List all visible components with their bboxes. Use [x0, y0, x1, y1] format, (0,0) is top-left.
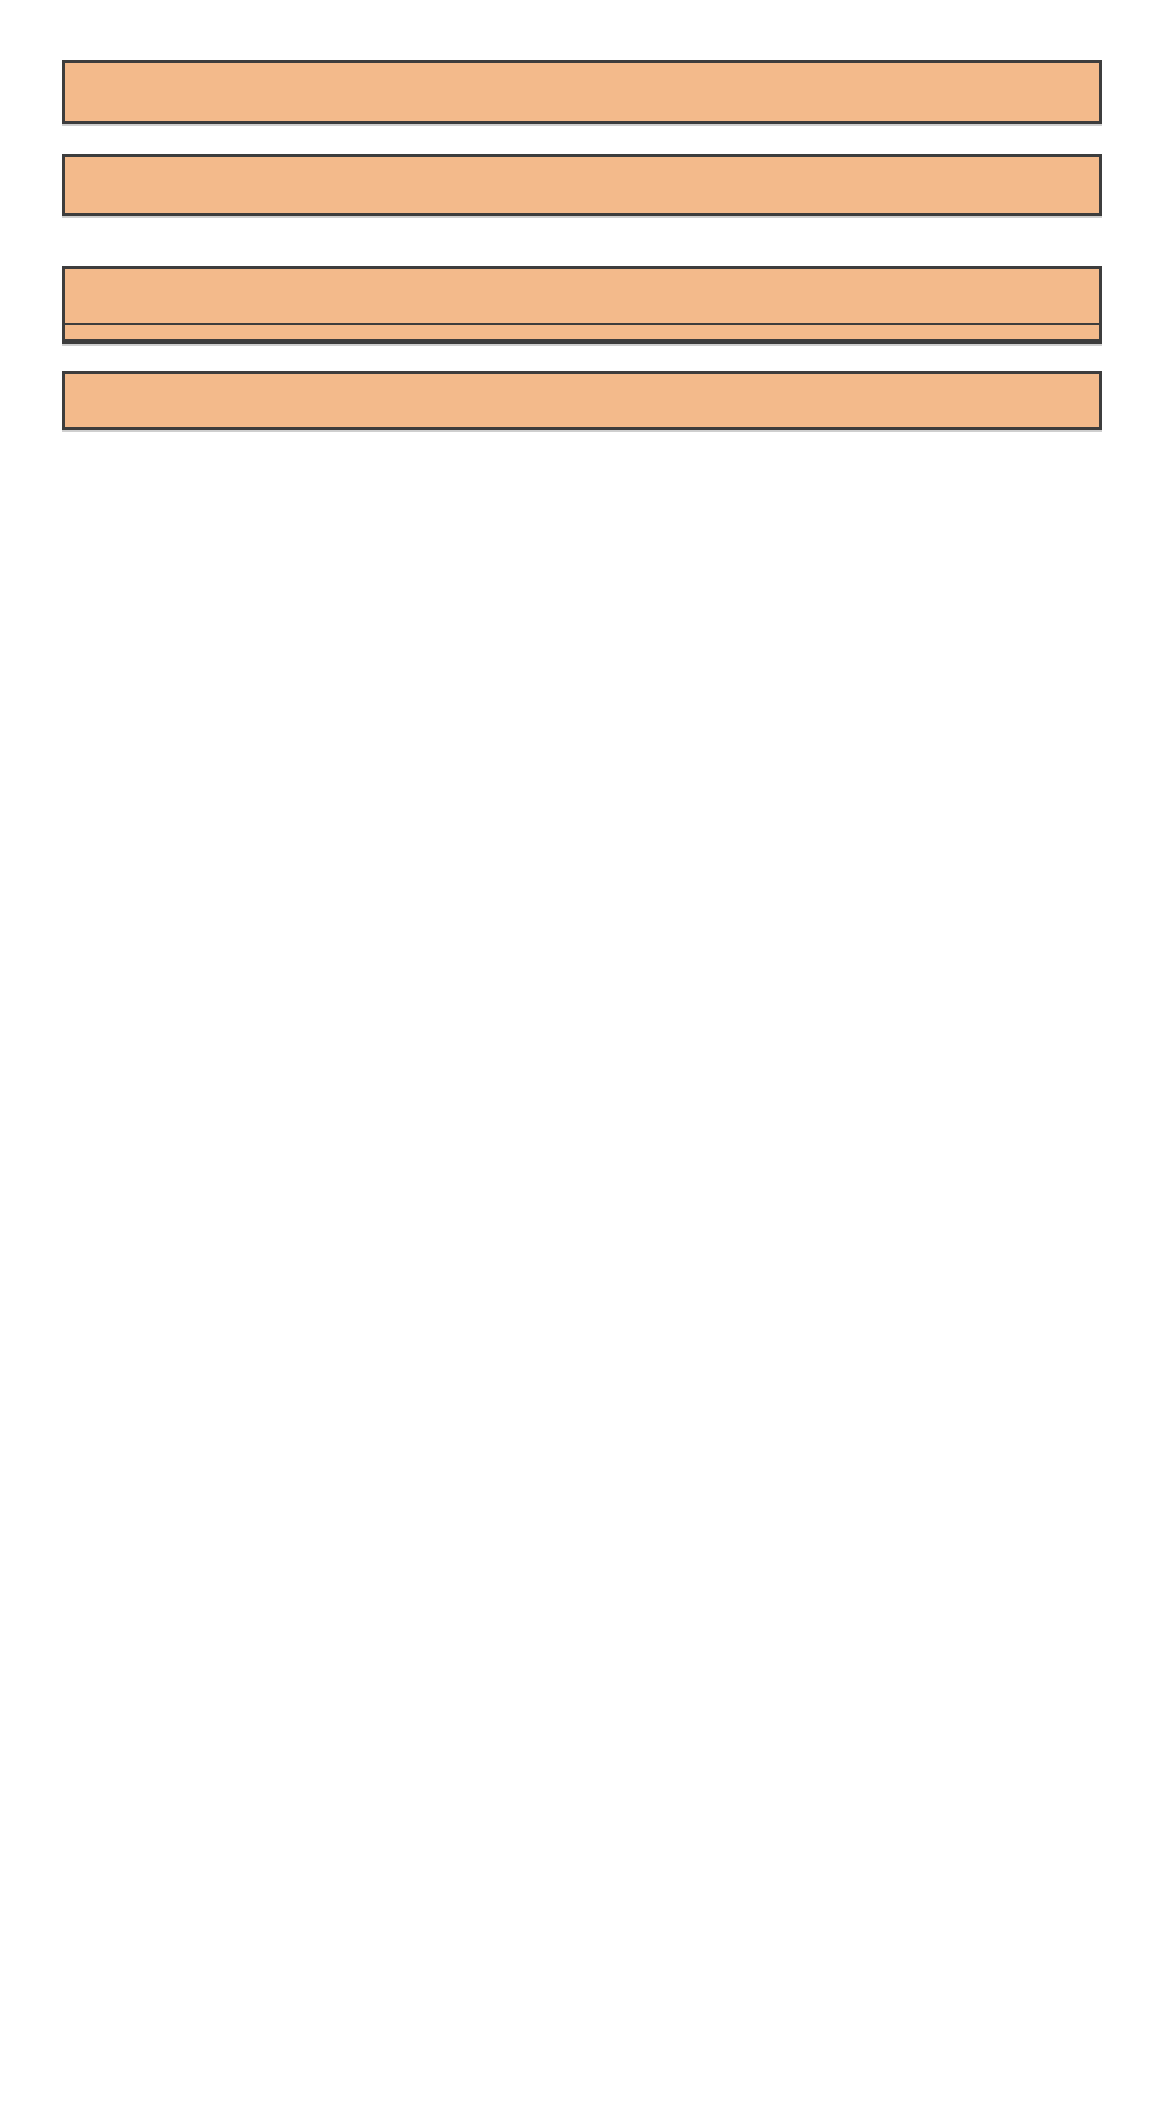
bra-sizes-table: [62, 266, 1102, 344]
size-chart-page: [62, 60, 1102, 430]
women-shoes-table: [62, 371, 1102, 430]
woman-jeans-header: [65, 157, 1099, 213]
woman-sizes-table: [62, 60, 1102, 124]
bra-sizes-header: [65, 269, 1099, 323]
woman-sizes-header: [65, 63, 1099, 121]
woman-jeans-table: [62, 154, 1102, 216]
separator-band: [65, 323, 1099, 341]
women-shoes-header: [65, 374, 1099, 427]
